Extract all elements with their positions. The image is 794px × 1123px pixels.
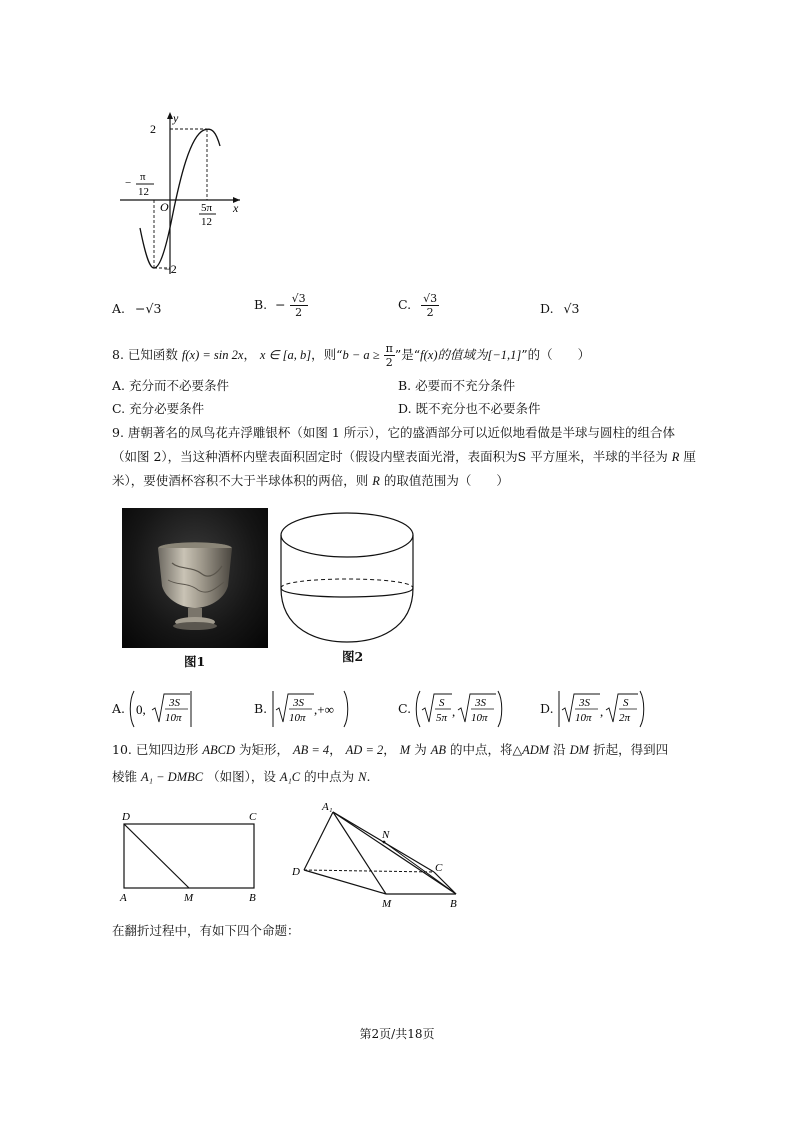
- q9-r-symbol: R: [372, 474, 380, 488]
- q8-prefix: 8. 已知函数: [112, 347, 178, 362]
- q7-option-d: [540, 300, 579, 318]
- frac-num: √3: [291, 292, 306, 305]
- y-axis-label: y: [173, 111, 179, 125]
- svg-text:B: B: [249, 892, 256, 904]
- svg-text:10π: 10π: [289, 712, 306, 724]
- q8-domain: x ∈ [a, b]: [259, 348, 312, 362]
- origin-label: O: [160, 200, 169, 214]
- q9-line3: [112, 472, 509, 490]
- svg-text:3S: 3S: [169, 697, 180, 709]
- q9-option-d-math: [556, 688, 648, 730]
- pyramid-a1-dmbc-diagram: [290, 798, 470, 910]
- option-label: D.: [540, 301, 554, 316]
- option-label: B.: [254, 297, 268, 312]
- q9-line2b: 厘: [683, 449, 696, 464]
- q8-cond-pre: ，则“: [311, 347, 343, 362]
- q9-line3b: 的取值范围为（ ）: [383, 473, 509, 488]
- q9-line1: 9. 唐朝著名的凤鸟花卉浮雕银杯（如图 1 所示），它的盛酒部分可以近似地看做是半球与圆柱的组合体: [112, 425, 676, 440]
- q10-line1: 10. 已知四边形 ABCD 为矩形， AB = 4， AD = 2， M 为 AB 的中点，将△ADM 沿 DM 折起，得到四: [112, 742, 669, 757]
- frac-num: √3: [423, 292, 438, 305]
- silver-cup-photo: [122, 508, 268, 648]
- q10-propositions-intro: 在翻折过程中，有如下四个命题：: [112, 923, 300, 938]
- svg-text:S: S: [623, 697, 629, 709]
- frac-num: π: [385, 342, 393, 355]
- q8-option-a: A. 充分而不必要条件: [112, 378, 230, 393]
- silver-cup-image: [122, 508, 268, 648]
- y-min-label: −2: [164, 262, 177, 276]
- q9-r-symbol: R: [671, 450, 680, 464]
- svg-text:3S: 3S: [579, 697, 590, 709]
- svg-text:5π: 5π: [436, 712, 448, 724]
- q8-option-c: C. 充分必要条件: [112, 401, 205, 416]
- svg-text:,+∞: ,+∞: [314, 702, 334, 717]
- x-axis-label: x: [233, 201, 239, 215]
- svg-text:10π: 10π: [165, 712, 182, 724]
- left-tick-sign: −: [125, 177, 132, 189]
- q7-option-a: [112, 300, 161, 318]
- q8-range: f(x)的值域为[−1,1]: [420, 348, 522, 362]
- svg-text:B: B: [450, 898, 457, 910]
- q7-option-b: [254, 292, 308, 319]
- frac-den: 2: [426, 306, 434, 319]
- svg-text:0,: 0,: [136, 702, 146, 717]
- q8-stem: 8. 已知函数 f(x) = sin 2x， x ∈ [a, b]，则“b − a ≥ $\frac{\pi}{2}$ ”是“f(x)的值域为[−1,1]”的（ ）: [112, 342, 591, 369]
- frac-den: 2: [385, 356, 393, 369]
- svg-text:M: M: [382, 898, 392, 910]
- option-label: A.: [112, 301, 126, 316]
- right-tick-num: 5π: [201, 202, 213, 214]
- q8-suffix: ”的（ ）: [521, 347, 591, 362]
- q9-option-b: B.: [254, 701, 268, 716]
- svg-text:N: N: [382, 829, 390, 841]
- fig1-caption: 图1: [184, 654, 206, 669]
- left-tick-num: π: [140, 171, 146, 183]
- left-tick-den: 12: [138, 186, 149, 198]
- q8-cond: b − a ≥: [342, 348, 380, 362]
- svg-text:3S: 3S: [293, 697, 304, 709]
- page-footer: 第2页/共18页: [359, 1027, 435, 1041]
- svg-text:10π: 10π: [471, 712, 488, 724]
- svg-text:S: S: [439, 697, 445, 709]
- q8-func: f(x) = sin 2x: [181, 348, 244, 362]
- svg-text:C: C: [249, 811, 257, 823]
- svg-text:,: ,: [452, 704, 456, 719]
- y-max-label: 2: [150, 122, 156, 136]
- svg-text:10π: 10π: [575, 712, 592, 724]
- q10-line2: 棱锥 A₁ − DMBC （如图），设 A₁C 的中点为 N.: [112, 769, 371, 784]
- q9-option-c: C.: [398, 701, 412, 716]
- option-label: C.: [398, 297, 412, 312]
- q7-option-c: [398, 292, 439, 319]
- q9-option-a-math: [128, 688, 194, 730]
- fig2-caption: 图2: [342, 649, 364, 664]
- svg-text:3S: 3S: [475, 697, 486, 709]
- q8-option-d: D. 既不充分也不必要条件: [398, 401, 541, 416]
- q9-option-b-math: [270, 688, 352, 730]
- sine-graph: [112, 108, 252, 278]
- svg-text:M: M: [184, 892, 194, 904]
- hemisphere-cylinder-diagram: [278, 510, 418, 650]
- q9-line2a: （如图 2），当这种酒杯内壁表面积固定时（假设内壁表面光滑，表面积为S 平方厘米，半球的半径为: [112, 449, 668, 464]
- q9-option-a: A.: [112, 701, 126, 716]
- svg-text:A: A: [120, 892, 127, 904]
- option-value: √3: [563, 301, 580, 316]
- svg-text:D: D: [292, 866, 300, 878]
- svg-text:D: D: [122, 811, 130, 823]
- q9-option-c-math: [414, 688, 506, 730]
- svg-text:C: C: [435, 862, 443, 874]
- svg-text:A₁: A₁: [322, 801, 333, 813]
- option-sign: −: [275, 297, 286, 312]
- q9-line3a: 米），要使酒杯容积不大于半球体积的两倍，则: [112, 473, 369, 488]
- q8-mid: ”是“: [394, 347, 421, 362]
- frac-den: 2: [295, 306, 303, 319]
- right-tick-den: 12: [201, 216, 212, 228]
- q8-option-b: B. 必要而不充分条件: [398, 378, 516, 393]
- rectangle-abcd-diagram: [112, 808, 272, 908]
- svg-text:2π: 2π: [619, 712, 631, 724]
- svg-text:,: ,: [600, 704, 604, 719]
- q9-option-d: D.: [540, 701, 554, 716]
- option-value: −√3: [135, 301, 162, 316]
- q9-line2: [112, 448, 696, 466]
